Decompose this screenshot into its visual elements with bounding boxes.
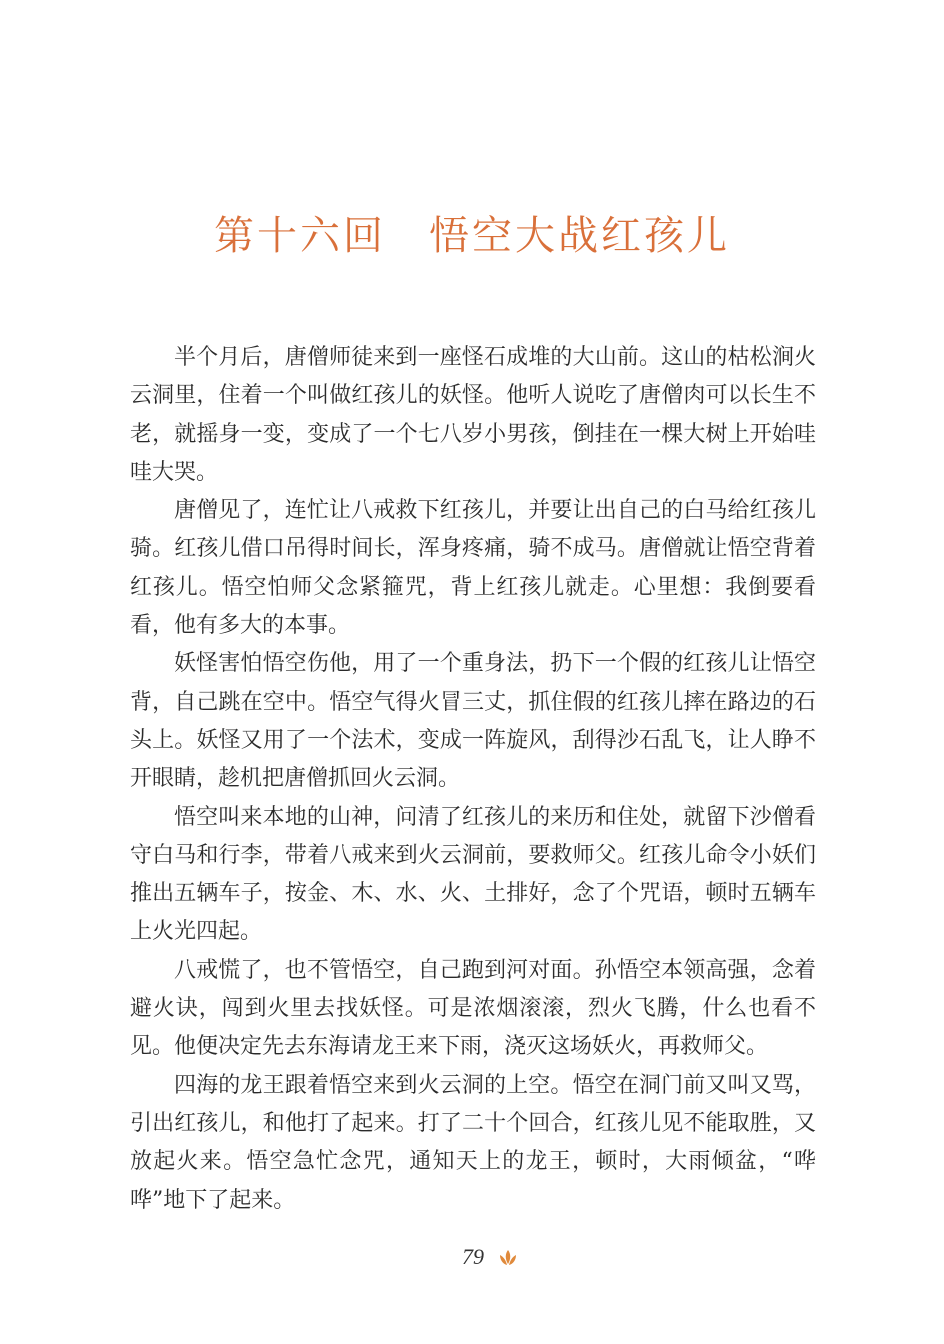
paragraph: 八戒慌了，也不管悟空，自己跑到河对面。孙悟空本领高强，念着避火诀，闯到火里去找妖怪。可是浓烟滚滚，烈火飞腾，什么也看不见。他便决定先去东海请龙王来下雨，浇灭这场妖火，再救师父。 xyxy=(130,957,816,1060)
chapter-body xyxy=(130,339,816,1220)
paragraph: 悟空叫来本地的山神，问清了红孩儿的来历和住处，就留下沙僧看守白马和行李，带着八戒来到火云洞前，要救师父。红孩儿命令小妖们推出五辆车子，按金、木、水、火、土排好，念了个咒语，顿时五辆车上火光四起。 xyxy=(130,804,816,945)
lotus-flower-icon xyxy=(497,1248,519,1268)
page-footer xyxy=(0,1240,944,1280)
paragraph: 妖怪害怕悟空伤他，用了一个重身法，扔下一个假的红孩儿让悟空背，自己跳在空中。悟空气得火冒三丈，抓住假的红孩儿摔在路边的石头上。妖怪又用了一个法术，变成一阵旋风，刮得沙石乱飞，让人睁不开眼睛，趁机把唐僧抓回火云洞。 xyxy=(130,651,816,792)
paragraph: 四海的龙王跟着悟空来到火云洞的上空。悟空在洞门前又叫又骂，引出红孩儿，和他打了起来。打了二十个回合，红孩儿见不能取胜，又放起火来。悟空急忙念咒，通知天上的龙王，顿时，大雨倾盆，“哗哗”地下了起来。 xyxy=(130,1072,816,1213)
paragraph: 半个月后，唐僧师徒来到一座怪石成堆的大山前。这山的枯松涧火云洞里，住着一个叫做红孩儿的妖怪。他听人说吃了唐僧肉可以长生不老，就摇身一变，变成了一个七八岁小男孩，倒挂在一棵大树上开始哇哇大哭。 xyxy=(130,345,816,485)
page-number: 79 xyxy=(462,1244,484,1269)
paragraph: 唐僧见了，连忙让八戒救下红孩儿，并要让出自己的白马给红孩儿骑。红孩儿借口吊得时间长，浑身疼痛，骑不成马。唐僧就让悟空背着红孩儿。悟空怕师父念紧箍咒，背上红孩儿就走。心里想：我倒要看看，他有多大的本事。 xyxy=(130,498,816,639)
chapter-title: 第十六回 悟空大战红孩儿 xyxy=(214,213,730,259)
